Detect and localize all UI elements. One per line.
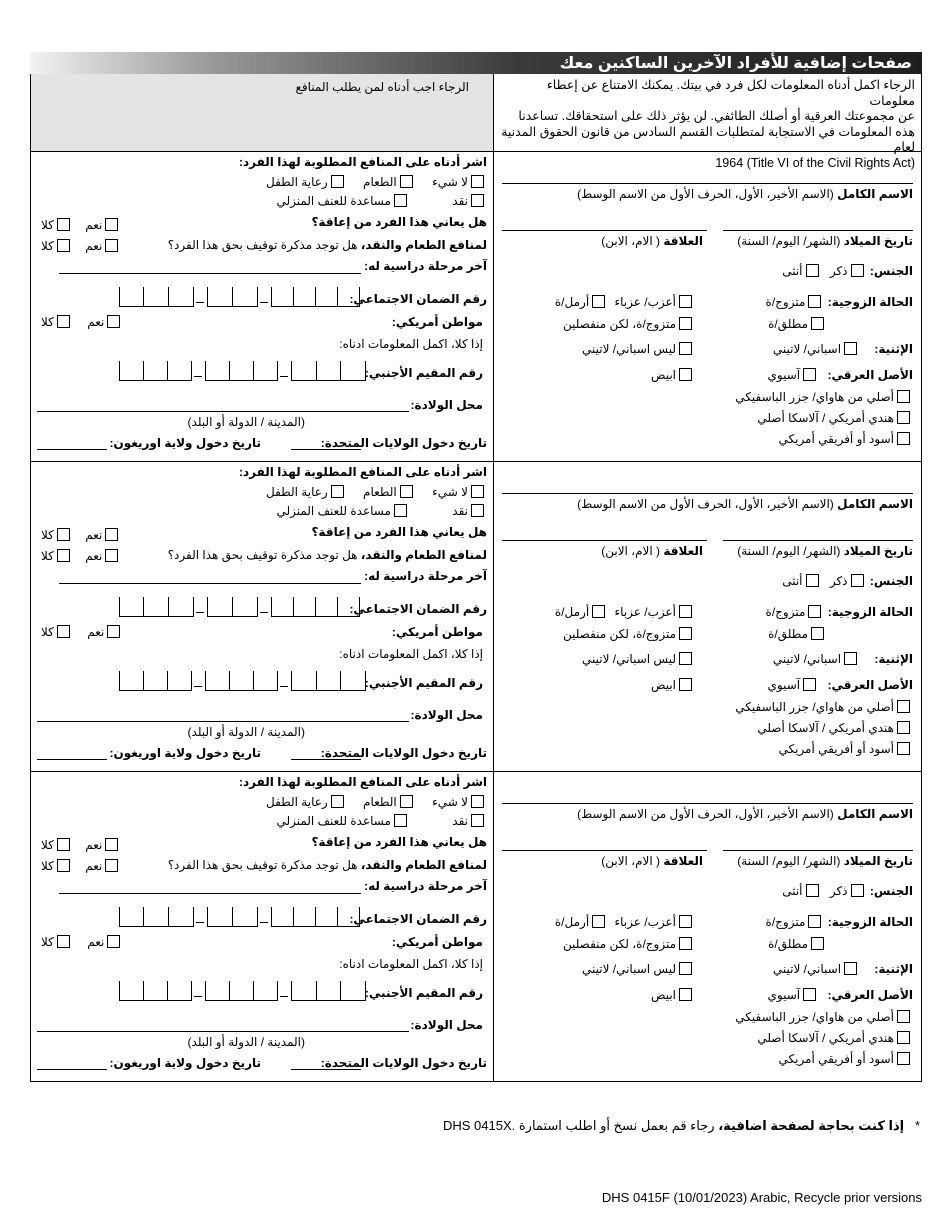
asian-label: آسيوي [767,988,801,1002]
not-hispanic-checkbox[interactable] [679,962,692,975]
if-no-note: إذا كلا، اكمل المعلومات ادناه: [339,337,483,351]
disability-yes-label: نعم [85,838,103,852]
separated-checkbox[interactable] [679,937,692,950]
ssn-field[interactable] [119,287,359,307]
marital-label: الحالة الزوجية: [827,605,913,619]
disability-no-label: كلا [41,838,54,852]
single-label: أعزب/ عزباء [614,605,676,619]
birthplace-label: محل الولادة: [410,708,483,722]
section-title: صفحات إضافية للأفراد الآخرين الساكنين معك [559,55,912,72]
benefits-question: اشر أدناه على المنافع المطلوبة لهذا الفرد: [238,155,487,169]
female-checkbox[interactable] [806,574,819,587]
us-entry-line[interactable] [291,759,361,760]
dob-hint: (الشهر/ اليوم/ السنة) [737,854,841,868]
male-label: ذكر [829,574,848,588]
relationship-hint: ( الام، الابن) [601,544,661,558]
warrant-no-label: كلا [41,859,54,873]
hawaiian-label: أصلي من هاواي/ جزر الباسفيكي [735,390,894,404]
ethnicity-label: الإثنية: [874,342,913,356]
ssn-label: رقم الضمان الاجتماعي: [349,292,487,306]
ssn-field[interactable] [119,597,359,617]
hawaiian-checkbox[interactable] [897,1010,910,1023]
white-checkbox[interactable] [679,988,692,1001]
hispanic-checkbox[interactable] [844,652,857,665]
last-grade-line[interactable] [59,583,361,584]
warrant-no-checkbox[interactable] [57,859,70,872]
dv-label: مساعدة للعنف المنزلي [276,504,391,518]
alien-label: رقم المقيم الأجنبي: [364,676,483,690]
cash-label: نقد [452,504,468,518]
single-label: أعزب/ عزباء [614,915,676,929]
warrant-question: هل توجد مذكرة توقيف بحق هذا الفرد؟ [167,548,358,562]
dob-line[interactable] [723,540,913,541]
disability-yes-checkbox[interactable] [105,528,118,541]
white-label: ابيض [651,368,676,382]
food-label: الطعام [363,175,397,189]
single-checkbox[interactable] [679,915,692,928]
citizen-yes-label: نعم [87,935,105,949]
oregon-entry-line[interactable] [37,759,107,760]
relationship-hint: ( الام، الابن) [601,854,661,868]
single-checkbox[interactable] [679,605,692,618]
warrant-no-label: كلا [41,549,54,563]
cash-checkbox[interactable] [471,504,484,517]
gender-label: الجنس: [869,264,913,278]
married-checkbox[interactable] [808,915,821,928]
not-hispanic-label: ليس اسباني/ لاتيني [581,652,676,666]
married-label: متزوج/ة [765,295,806,309]
citizen-yes-checkbox[interactable] [107,935,120,948]
warrant-question-bold: لمنافع الطعام والنقد، [360,548,487,562]
widowed-label: أرمل/ة [554,295,590,309]
citizen-no-label: كلا [41,625,54,639]
race-label: الأصل العرقي: [827,368,913,382]
dob-label: تاريخ الميلاد [843,234,913,248]
dob-label: تاريخ الميلاد [843,544,913,558]
separated-checkbox[interactable] [679,317,692,330]
disability-no-checkbox[interactable] [57,838,70,851]
separated-label: متزوج/ة، لكن منفصلين [562,627,676,641]
separated-checkbox[interactable] [679,627,692,640]
food-checkbox[interactable] [400,795,413,808]
ssn-label: رقم الضمان الاجتماعي: [349,602,487,616]
relationship-label: العلاقة [663,544,703,558]
cash-checkbox[interactable] [471,814,484,827]
disability-yes-label: نعم [85,528,103,542]
warrant-yes-checkbox[interactable] [105,859,118,872]
disability-question: هل يعاني هذا الفرد من إعاقة؟ [311,835,487,849]
asian-checkbox[interactable] [803,988,816,1001]
warrant-no-label: كلا [41,239,54,253]
childcare-checkbox[interactable] [331,485,344,498]
not-hispanic-label: ليس اسباني/ لاتيني [581,962,676,976]
footnote-bold: إذا كنت بحاجة لصفحة اضافية، [718,1118,905,1133]
white-label: ابيض [651,988,676,1002]
hispanic-checkbox[interactable] [844,342,857,355]
alien-label: رقم المقيم الأجنبي: [364,986,483,1000]
citizen-no-label: كلا [41,935,54,949]
person-demographics [493,462,921,771]
married-label: متزوج/ة [765,915,806,929]
full-name-label: الاسم الكامل [837,187,913,201]
relationship-label: العلاقة [663,854,703,868]
hawaiian-label: أصلي من هاواي/ جزر الباسفيكي [735,700,894,714]
warrant-question-bold: لمنافع الطعام والنقد، [360,238,487,252]
divorced-label: مطلق/ة [768,317,808,331]
oregon-entry-line[interactable] [37,1069,107,1070]
native-label: هندي أمريكي / آلاسكا أصلي [757,411,894,425]
warrant-question: هل توجد مذكرة توقيف بحق هذا الفرد؟ [167,238,358,252]
us-entry-label: تاريخ دخول الولايات المتحدة: [320,436,487,450]
person-block-1 [30,152,922,462]
birthplace-label: محل الولادة: [410,1018,483,1032]
birthplace-label: محل الولادة: [410,398,483,412]
dob-label: تاريخ الميلاد [843,854,913,868]
none-label: لا شيء [432,175,468,189]
hispanic-label: اسباني/ لاتيني [772,652,842,666]
alien-number-field[interactable] [119,981,365,1001]
if-no-note: إذا كلا، اكمل المعلومات ادناه: [339,647,483,661]
warrant-question: هل توجد مذكرة توقيف بحق هذا الفرد؟ [167,858,358,872]
person-benefits [31,152,493,461]
citizen-label: مواطن أمريكي: [391,935,483,949]
childcare-label: رعاية الطفل [265,485,328,499]
asian-checkbox[interactable] [803,368,816,381]
warrant-yes-label: نعم [85,859,103,873]
citizen-yes-checkbox[interactable] [107,625,120,638]
race-label: الأصل العرقي: [827,988,913,1002]
black-checkbox[interactable] [897,1052,910,1065]
hawaiian-checkbox[interactable] [897,700,910,713]
alien-number-field[interactable] [119,671,365,691]
instructions [493,74,921,170]
relationship-line[interactable] [502,850,707,851]
native-label: هندي أمريكي / آلاسكا أصلي [757,721,894,735]
not-hispanic-label: ليس اسباني/ لاتيني [581,342,676,356]
full-name-hint: (الاسم الأخير، الأول، الحرف الأول من الاسم الوسط) [577,807,834,821]
asian-label: آسيوي [767,368,801,382]
benefits-note: الرجاء اجب أدناه لمن يطلب المنافع [295,80,469,94]
not-hispanic-checkbox[interactable] [679,652,692,665]
marital-label: الحالة الزوجية: [827,915,913,929]
dob-line[interactable] [723,850,913,851]
none-checkbox[interactable] [471,795,484,808]
ethnicity-label: الإثنية: [874,962,913,976]
hawaiian-label: أصلي من هاواي/ جزر الباسفيكي [735,1010,894,1024]
childcare-label: رعاية الطفل [265,175,328,189]
warrant-yes-checkbox[interactable] [105,549,118,562]
oregon-entry-label: تاريخ دخول ولاية اوريغون: [109,1056,261,1070]
us-entry-line[interactable] [291,1069,361,1070]
dob-hint: (الشهر/ اليوم/ السنة) [737,234,841,248]
divorced-checkbox[interactable] [811,627,824,640]
disability-yes-checkbox[interactable] [105,838,118,851]
married-label: متزوج/ة [765,605,806,619]
male-label: ذكر [829,264,848,278]
birthplace-hint: (المدينة / الدولة أو البلد) [187,1035,305,1049]
dv-checkbox[interactable] [394,814,407,827]
instructions-line-2: عن مجموعتك العرقية أو أصلك الطائفي. لن يؤثر ذلك على استحقاقك. تساعدنا [518,109,915,123]
footnote-star: * [914,1118,920,1133]
us-entry-label: تاريخ دخول الولايات المتحدة: [320,746,487,760]
hispanic-checkbox[interactable] [844,962,857,975]
benefits-question: اشر أدناه على المنافع المطلوبة لهذا الفرد: [238,775,487,789]
if-no-note: إذا كلا، اكمل المعلومات ادناه: [339,957,483,971]
hispanic-label: اسباني/ لاتيني [772,342,842,356]
instructions-line-4: (Title VI of the Civil Rights Act) 1964 [715,155,915,170]
alien-number-field[interactable] [119,361,365,381]
dv-checkbox[interactable] [394,194,407,207]
disability-no-checkbox[interactable] [57,528,70,541]
person-benefits [31,462,493,771]
divorced-checkbox[interactable] [811,317,824,330]
cash-label: نقد [452,194,468,208]
marital-label: الحالة الزوجية: [827,295,913,309]
married-checkbox[interactable] [808,295,821,308]
citizen-no-checkbox[interactable] [57,625,70,638]
widowed-label: أرمل/ة [554,915,590,929]
benefits-note-cell [31,74,493,151]
married-checkbox[interactable] [808,605,821,618]
white-label: ابيض [651,678,676,692]
none-checkbox[interactable] [471,175,484,188]
disability-question: هل يعاني هذا الفرد من إعاقة؟ [311,215,487,229]
full-name-hint: (الاسم الأخير، الأول، الحرف الأول من الاسم الوسط) [577,187,834,201]
none-label: لا شيء [432,485,468,499]
warrant-yes-label: نعم [85,549,103,563]
form-id: DHS 0415F (10/01/2023) Arabic, Recycle prior versions [601,1190,922,1205]
citizen-yes-label: نعم [87,315,105,329]
citizen-yes-checkbox[interactable] [107,315,120,328]
cash-label: نقد [452,814,468,828]
us-entry-label: تاريخ دخول الولايات المتحدة: [320,1056,487,1070]
last-grade-line[interactable] [59,893,361,894]
warrant-no-checkbox[interactable] [57,549,70,562]
citizen-no-label: كلا [41,315,54,329]
female-label: أنثى [782,884,803,898]
dob-line[interactable] [723,230,913,231]
warrant-question-bold: لمنافع الطعام والنقد، [360,858,487,872]
relationship-label: العلاقة [663,234,703,248]
native-checkbox[interactable] [897,1031,910,1044]
divorced-label: مطلق/ة [768,937,808,951]
benefits-question: اشر أدناه على المنافع المطلوبة لهذا الفرد: [238,465,487,479]
female-checkbox[interactable] [806,264,819,277]
female-label: أنثى [782,574,803,588]
instructions-line-3: هذه المعلومات في الاستجابة لمتطلبات القسم السادس من قانون الحقوق المدنية لعام [501,124,915,154]
gender-label: الجنس: [869,574,913,588]
dv-checkbox[interactable] [394,504,407,517]
ssn-label: رقم الضمان الاجتماعي: [349,912,487,926]
warrant-yes-label: نعم [85,239,103,253]
full-name-label: الاسم الكامل [837,497,913,511]
full-name-line[interactable] [502,493,913,494]
food-checkbox[interactable] [400,485,413,498]
black-checkbox[interactable] [897,432,910,445]
female-checkbox[interactable] [806,884,819,897]
person-demographics [493,772,921,1081]
native-checkbox[interactable] [897,721,910,734]
female-label: أنثى [782,264,803,278]
disability-yes-checkbox[interactable] [105,218,118,231]
asian-label: آسيوي [767,678,801,692]
divorced-checkbox[interactable] [811,937,824,950]
disability-yes-label: نعم [85,218,103,232]
native-label: هندي أمريكي / آلاسكا أصلي [757,1031,894,1045]
native-checkbox[interactable] [897,411,910,424]
warrant-no-checkbox[interactable] [57,239,70,252]
childcare-checkbox[interactable] [331,795,344,808]
footnote-text: رجاء قم بعمل نسخ أو اطلب استمارة [518,1118,715,1133]
person-block-2 [30,462,922,772]
dv-label: مساعدة للعنف المنزلي [276,194,391,208]
food-checkbox[interactable] [400,175,413,188]
relationship-hint: ( الام، الابن) [601,234,661,248]
citizen-no-checkbox[interactable] [57,935,70,948]
food-label: الطعام [363,795,397,809]
oregon-entry-line[interactable] [37,449,107,450]
footnote [443,1118,920,1134]
section-title-bar [30,52,922,74]
full-name-label: الاسم الكامل [837,807,913,821]
alien-label: رقم المقيم الأجنبي: [364,366,483,380]
person-block-3 [30,772,922,1082]
citizen-no-checkbox[interactable] [57,315,70,328]
disability-no-label: كلا [41,218,54,232]
widowed-checkbox[interactable] [592,915,605,928]
birthplace-line[interactable] [37,1031,409,1032]
hawaiian-checkbox[interactable] [897,390,910,403]
birthplace-hint: (المدينة / الدولة أو البلد) [187,415,305,429]
oregon-entry-label: تاريخ دخول ولاية اوريغون: [109,746,261,760]
food-label: الطعام [363,485,397,499]
oregon-entry-label: تاريخ دخول ولاية اوريغون: [109,436,261,450]
last-grade-label: آخر مرحلة دراسية له: [364,259,487,273]
disability-no-checkbox[interactable] [57,218,70,231]
separated-label: متزوج/ة، لكن منفصلين [562,937,676,951]
birthplace-line[interactable] [37,411,409,412]
citizen-yes-label: نعم [87,625,105,639]
warrant-yes-checkbox[interactable] [105,239,118,252]
hispanic-label: اسباني/ لاتيني [772,962,842,976]
relationship-line[interactable] [502,230,707,231]
last-grade-label: آخر مرحلة دراسية له: [364,569,487,583]
full-name-hint: (الاسم الأخير، الأول، الحرف الأول من الاسم الوسط) [577,497,834,511]
male-checkbox[interactable] [851,574,864,587]
disability-question: هل يعاني هذا الفرد من إعاقة؟ [311,525,487,539]
childcare-checkbox[interactable] [331,175,344,188]
person-benefits [31,772,493,1081]
widowed-label: أرمل/ة [554,605,590,619]
none-label: لا شيء [432,795,468,809]
white-checkbox[interactable] [679,368,692,381]
not-hispanic-checkbox[interactable] [679,342,692,355]
black-checkbox[interactable] [897,742,910,755]
male-checkbox[interactable] [851,264,864,277]
instructions-line-1: الرجاء اكمل أدناه المعلومات لكل فرد في بيتك. يمكنك الامتناع عن إعطاء معلومات [546,78,915,108]
none-checkbox[interactable] [471,485,484,498]
last-grade-label: آخر مرحلة دراسية له: [364,879,487,893]
cash-checkbox[interactable] [471,194,484,207]
last-grade-line[interactable] [59,273,361,274]
relationship-line[interactable] [502,540,707,541]
birthplace-hint: (المدينة / الدولة أو البلد) [187,725,305,739]
separated-label: متزوج/ة، لكن منفصلين [562,317,676,331]
ethnicity-label: الإثنية: [874,652,913,666]
dob-hint: (الشهر/ اليوم/ السنة) [737,544,841,558]
race-label: الأصل العرقي: [827,678,913,692]
person-demographics [493,152,921,461]
male-checkbox[interactable] [851,884,864,897]
single-checkbox[interactable] [679,295,692,308]
full-name-line[interactable] [502,183,913,184]
footnote-form-number: DHS 0415X. [442,1118,516,1133]
black-label: أسود أو أفريقي أمريكي [778,742,894,756]
asian-checkbox[interactable] [803,678,816,691]
gender-label: الجنس: [869,884,913,898]
childcare-label: رعاية الطفل [265,795,328,809]
black-label: أسود أو أفريقي أمريكي [778,1052,894,1066]
male-label: ذكر [829,884,848,898]
citizen-label: مواطن أمريكي: [391,315,483,329]
white-checkbox[interactable] [679,678,692,691]
birthplace-line[interactable] [37,721,409,722]
widowed-checkbox[interactable] [592,295,605,308]
widowed-checkbox[interactable] [592,605,605,618]
disability-no-label: كلا [41,528,54,542]
full-name-line[interactable] [502,803,913,804]
citizen-label: مواطن أمريكي: [391,625,483,639]
ssn-field[interactable] [119,907,359,927]
single-label: أعزب/ عزباء [614,295,676,309]
dv-label: مساعدة للعنف المنزلي [276,814,391,828]
black-label: أسود أو أفريقي أمريكي [778,432,894,446]
us-entry-line[interactable] [291,449,361,450]
divorced-label: مطلق/ة [768,627,808,641]
